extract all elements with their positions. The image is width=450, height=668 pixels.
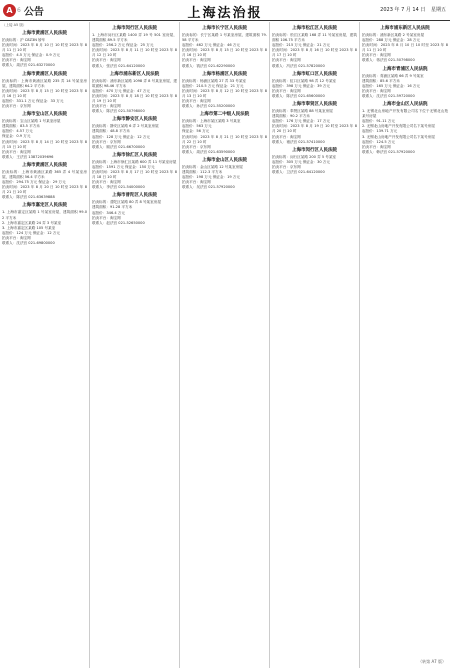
notice-line: 建筑面积：90.2 平方米 xyxy=(272,114,310,119)
notice-court-title: 上海市浦东新区人民法院 xyxy=(380,26,430,31)
notice-line: 建筑面积：112.3 平方米 xyxy=(182,169,223,174)
page-header xyxy=(0,0,450,21)
notice-line: 起拍价：462 万元 保证金：46 万元 xyxy=(182,43,240,48)
section-badge xyxy=(3,3,44,18)
auction-notice xyxy=(2,203,87,246)
notice-line: 联系人：张法官 021-64120000 xyxy=(92,63,145,68)
notice-line: 起拍价：346.4 万元 xyxy=(92,210,125,215)
notice-line: 拍卖标的：普陀区某路 80 弄 8 号某室房屋 xyxy=(92,200,161,205)
notice-line: 起拍价：294.75 万元 保证金：29 万元 xyxy=(2,180,66,185)
notice-line: 起拍价：398 万元 保证金：39 万元 xyxy=(272,83,330,88)
issue-weekday: 星期五 xyxy=(430,7,446,13)
header-meta xyxy=(376,6,446,13)
notice-line: 拍卖标的：虹口区某路 98 弄 12 号某室 xyxy=(272,78,337,83)
section-title: 公告 xyxy=(23,6,44,18)
auction-notice xyxy=(272,102,357,145)
notice-line: 起拍价：4.5 万元 保证金：0.9 万元 xyxy=(2,53,60,58)
notice-court-title: 上海市第二中级人民法院 xyxy=(199,112,250,118)
notice-line: 拍卖平台：淘宝网 xyxy=(2,235,31,240)
notice-line: 拍卖标的：上海市黄浦区某路 235 弄 14 号某室房屋，建筑面积 64.2 平方米 xyxy=(2,78,87,88)
auction-notice xyxy=(362,67,448,99)
notice-line: 拍卖时间：2023 年 8 月 20 日 10 时至 2023 年 8 月 21 日 10 时 xyxy=(2,185,87,195)
notice-line: 联系人：李法官 021-54000000 xyxy=(92,185,145,190)
notice-line: 起拍价：176 万元 保证金：17 万元 xyxy=(272,119,330,124)
notice-line: 保证金：0.9 万元 xyxy=(2,134,31,139)
auction-notice xyxy=(182,72,267,110)
notice-line: 拍卖时间：2023 年 8 月 11 日 10 时至 2023 年 8 月 12 日 10 时 xyxy=(92,48,177,58)
notice-line: 拍卖平台：淘宝网 xyxy=(272,58,301,63)
auction-notice xyxy=(272,26,357,69)
notice-line: 拍卖标的：闵行区某路 200 弄 5 号某室 xyxy=(272,154,337,159)
notice-line: 起拍价：198 万元 保证金：19 万元 xyxy=(182,175,240,180)
notice-court-title: 上海市浦东新区人民法院 xyxy=(109,71,160,77)
notice-line: 建筑面积：83.5 平方米 xyxy=(2,124,40,129)
notice-line: 拍卖时间：2023 年 8 月 15 日 10 时至 2023 年 8 月 16 日 10 时 xyxy=(2,88,87,98)
notice-line: 拍卖时间：2023 年 8 月 16 日 10 时至 2023 年 8 月 17 日 10 时 xyxy=(272,48,357,58)
notice-court-title: 上海市金山区人民法院 xyxy=(382,102,428,108)
auction-notice xyxy=(2,31,87,69)
notice-line: 拍卖平台：京东网 xyxy=(2,104,31,109)
auction-notice xyxy=(2,112,87,160)
notice-line: 拍卖标的：静安区某路 6 弄 2 号某室房屋 xyxy=(92,124,159,129)
notice-column xyxy=(270,22,360,668)
notice-line: 联系人：沈法官 021-69800000 xyxy=(2,241,55,245)
notice-line: 起拍价：139.71 万元 xyxy=(362,129,398,134)
notice-line: 拍卖平台：淘宝网 xyxy=(92,58,121,63)
notice-line: 拍卖平台：淘宝网 xyxy=(182,58,211,63)
notice-line: 起拍价：165 万元 保证金：16 万元 xyxy=(362,83,420,88)
notice-line: 保证金：56 万元 xyxy=(182,129,210,134)
notice-line: 拍卖时间：2023 年 8 月 10 日 10 时至 2023 年 8 月 11 日 10 时 xyxy=(2,43,87,53)
auction-notice xyxy=(272,72,357,99)
notice-line: 拍卖平台：淘宝网 xyxy=(362,144,391,149)
notice-line: 3. 上海市嘉定区某路 105 号某室 xyxy=(2,225,56,230)
notice-line: 起拍价：91.11 万元 xyxy=(362,119,395,124)
notice-line: 拍卖时间：2023 年 8 月 18 日 10 时至 2023 年 8 月 19 日 10 时 xyxy=(92,93,177,104)
notice-line: 拍卖标的：上海市黄浦区某路 365 弄 4 号某室房屋，建筑面积 56.4 平方米 xyxy=(2,169,87,179)
notice-line: 拍卖时间：2023 年 8 月 21 日 10 时至 2023 年 8 月 22 日 10 时 xyxy=(182,134,267,144)
notice-line: 拍卖标的：上海市徐汇区某路 600 弄 11 号某室房屋 xyxy=(92,159,177,164)
auction-notice xyxy=(92,72,177,115)
notice-line: 1. 上海市嘉定区某路 1 号某室房屋，建筑面积 99.02 平方米 xyxy=(2,210,87,220)
notice-line: 起拍价：215 万元 保证金：21 万元 xyxy=(272,43,330,48)
notice-line: 联系人：周法官 021-63270000 xyxy=(2,63,55,68)
notice-line: 拍卖时间：2023 年 8 月 14 日 10 时至 2023 年 8 月 15 日 10 时 xyxy=(2,139,87,149)
notice-line: 3. 无锡北山房地产开发有限公司名下某号房屋 xyxy=(362,134,435,139)
notice-line: 联系人：顾法官 021-66700000 xyxy=(92,144,145,149)
notice-line: 起拍价：1591 万元 保证金：150 万元 xyxy=(92,164,155,169)
auction-notice xyxy=(2,72,87,110)
notice-line: 拍卖平台：淘宝网 xyxy=(272,134,301,139)
notice-column xyxy=(180,22,270,668)
notice-line: 拍卖时间：2023 年 8 月 12 日 10 时至 2023 年 8 月 13 日 10 时 xyxy=(182,88,267,98)
notice-line: 拍卖平台：淘宝网 xyxy=(92,180,121,185)
notice-line: 1. 无锡北山房地产开发有限公司名下位于无锡北山苑某号房屋 xyxy=(362,109,448,119)
notice-court-title: 上海市普陀区人民法院 xyxy=(112,193,157,199)
continued-note: （转第 A7 版） xyxy=(418,659,446,664)
notice-line: 联系人：陈法官 021-50798000 xyxy=(92,109,145,114)
notice-line: 拍卖平台：淘宝网 xyxy=(92,104,121,109)
notice-line: 联系人：王法官 13872039696 xyxy=(2,154,54,159)
notice-court-title: 上海市松江区人民法院 xyxy=(292,26,337,31)
notice-line: 拍卖标的：奉贤区某路 88 号某室房屋 xyxy=(272,109,333,114)
continued-from-note: （上接 A5 版） xyxy=(2,23,27,27)
notice-line: 拍卖标的：沪 C8Z3N 轿车 xyxy=(2,38,46,42)
notice-line: 拍卖平台：淘宝网 xyxy=(2,58,31,63)
auction-notice xyxy=(362,102,448,155)
auction-notice xyxy=(182,112,267,155)
notice-line: 起拍价：124 万元 保证金：12 万元 xyxy=(2,230,60,235)
notice-line: 联系人：冯法官 021-57820000 xyxy=(272,63,325,68)
notice-court-title: 上海市金山区人民法院 xyxy=(202,157,247,163)
notice-line: 起拍价：470 万元 保证金：47 万元 xyxy=(92,88,150,93)
notice-columns xyxy=(0,22,450,668)
issue-date: 2023 年 7 月 14 日 xyxy=(380,7,426,13)
notice-line: 起拍价：210.5 万元 保证金：21 万元 xyxy=(182,83,244,88)
section-letter-icon: A xyxy=(3,4,16,17)
notice-line: 起拍价：4.57 万元 xyxy=(2,129,33,134)
notice-line: 拍卖平台：淘宝网 xyxy=(2,149,31,154)
notice-line: 起拍价：128 万元 保证金：12 万元 xyxy=(92,134,150,139)
notice-line: 拍卖标的：长宁区某路 1 号某室房屋，建筑面积 79.58 平方米 xyxy=(182,33,267,43)
notice-line: 拍卖标的：杨浦区某路 27 弄 33 号某室 xyxy=(182,78,247,83)
auction-notice xyxy=(182,26,267,69)
notice-line: 联系人：卫法官 021-64120000 xyxy=(272,169,325,174)
notice-line: 1. 上海市闵行区某路 1400 弄 19 号 501 室房屋，建筑面积 89.5 平方米 xyxy=(92,33,177,43)
notice-line: 起拍价：124.5 万元 xyxy=(362,139,395,144)
notice-line: 拍卖平台：淘宝网 xyxy=(272,88,301,93)
auction-notice xyxy=(182,158,267,190)
notice-line: 拍卖时间：2023 年 8 月 17 日 10 时至 2023 年 8 月 18 日 10 时 xyxy=(92,169,177,180)
newspaper-masthead: 上海法治报 xyxy=(187,6,263,21)
notice-court-title: 上海市静安区人民法院 xyxy=(112,117,157,123)
notice-line: 拍卖标的：松江区某路 168 弄 11 号某室房屋，建筑面积 106.75 平方米 xyxy=(272,33,357,43)
notice-court-title: 上海市嘉定区人民法院 xyxy=(22,203,67,209)
notice-line: 拍卖标的：浦东新区某路 1098 弄 8 号某室房屋，建筑面积 98.46 平方米 xyxy=(92,78,177,88)
notice-line: 拍卖平台：淘宝网 xyxy=(182,180,211,185)
auction-notice xyxy=(2,163,87,201)
notice-court-title: 上海市青浦区人民法院 xyxy=(382,66,428,72)
notice-line: 联系人：沈法官 021-59720000 xyxy=(362,93,415,98)
notice-line: 2. 无锡北山房地产开发有限公司名下某号房屋 xyxy=(362,124,435,129)
notice-line: 拍卖平台：京东网 xyxy=(272,164,301,169)
notice-line: 拍卖平台：京东网 xyxy=(92,139,121,144)
notice-line: 联系人：赵法官 021-52650000 xyxy=(92,220,145,225)
notice-line: 起拍价：288 万元 保证金：28 万元 xyxy=(362,38,420,43)
notice-column xyxy=(360,22,450,668)
notice-line: 联系人：蒋法官 021-50798000 xyxy=(362,58,415,63)
notice-line: 起拍价：305 万元 保证金：30 万元 xyxy=(272,159,330,164)
notice-court-title: 上海市徐汇区人民法院 xyxy=(112,152,157,158)
notice-line: 联系人：吴法官 021-57920000 xyxy=(182,185,235,190)
notice-court-title: 上海市黄浦区人民法院 xyxy=(22,31,67,36)
auction-notice xyxy=(92,193,177,225)
notice-column xyxy=(0,22,90,668)
notice-court-title: 上海市奉贤区人民法院 xyxy=(292,102,337,108)
notice-line: 2. 上海市嘉定区某路 24 弄 3 号某室 xyxy=(2,220,62,225)
notice-line: 拍卖平台：淘宝网 xyxy=(362,88,391,93)
notice-line: 起拍价：331.1 万元 保证金：33 万元 xyxy=(2,98,64,103)
notice-court-title: 上海市虹口区人民法院 xyxy=(292,71,337,77)
notice-court-title: 上海市长宁区人民法院 xyxy=(202,26,247,31)
notice-court-title: 上海市闵行区人民法院 xyxy=(112,26,157,31)
notice-line: 拍卖时间：2023 年 8 月 15 日 10 时至 2023 年 8 月 16 日 10 时 xyxy=(182,48,267,58)
notice-court-title: 上海市闵行区人民法院 xyxy=(292,147,337,153)
auction-notice xyxy=(92,117,177,149)
auction-notice xyxy=(92,153,177,191)
notice-line: 建筑面积：48.8 平方米 xyxy=(92,129,130,134)
auction-notice xyxy=(362,26,448,64)
notice-line: 起拍价：563 万元 xyxy=(182,124,212,129)
notice-court-title: 上海市黄浦区人民法院 xyxy=(22,71,67,77)
notice-line: 联系人：孙法官 021-55200000 xyxy=(182,104,235,109)
notice-line: 拍卖标的：上海市某区某路 3 号某室 xyxy=(182,119,241,124)
notice-line: 起拍价：256.2 万元 保证金：25 万元 xyxy=(92,43,154,48)
auction-notice xyxy=(92,26,177,69)
notice-line: 拍卖时间：2023 年 8 月 19 日 10 时至 2023 年 8 月 20 日 10 时 xyxy=(272,124,357,134)
auction-notice xyxy=(272,148,357,175)
notice-line: 拍卖时间：2023 年 8 月 10 日 10 时至 2023 年 8 月 11 日 10 时 xyxy=(362,43,448,53)
notice-line: 联系人：陈法官 021-63639888 xyxy=(2,195,55,200)
notice-line: 拍卖平台：淘宝网 xyxy=(362,53,391,58)
notice-line: 拍卖平台：淘宝网 xyxy=(182,99,211,104)
notice-line: 拍卖标的：浦东新区某路 2 号某室房屋 xyxy=(362,33,425,37)
notice-court-title: 上海市宝山区人民法院 xyxy=(22,112,67,118)
notice-column xyxy=(90,22,180,668)
section-number: 6 xyxy=(17,6,21,14)
notice-court-title: 上海市杨浦区人民法院 xyxy=(202,71,247,77)
notice-court-title: 上海市黄浦区人民法院 xyxy=(22,162,67,168)
notice-line: 拍卖标的：金山区某路 12 号某室房屋 xyxy=(182,164,243,169)
notice-line: 拍卖平台：京东网 xyxy=(182,144,211,149)
notice-line: 建筑面积：85.6 平方米 xyxy=(362,78,400,83)
notice-line: 联系人：韩法官 021-57920000 xyxy=(362,149,415,154)
notice-line: 拍卖标的：青浦区某路 66 弄 9 号某室 xyxy=(362,73,424,78)
notice-line: 联系人：钱法官 021-62290000 xyxy=(182,63,235,68)
notice-line: 拍卖标的：宝山区某路 1 号某室房屋 xyxy=(2,119,61,124)
notice-line: 联系人：周法官 021-63590000 xyxy=(182,149,235,154)
notice-line: 联系人：褚法官 021-57410000 xyxy=(272,139,325,144)
notice-line: 拍卖平台：淘宝网 xyxy=(92,215,121,220)
notice-line: 联系人：陈法官 021-65600000 xyxy=(272,93,325,98)
notice-line: 建筑面积：91.28 平方米 xyxy=(92,205,133,210)
